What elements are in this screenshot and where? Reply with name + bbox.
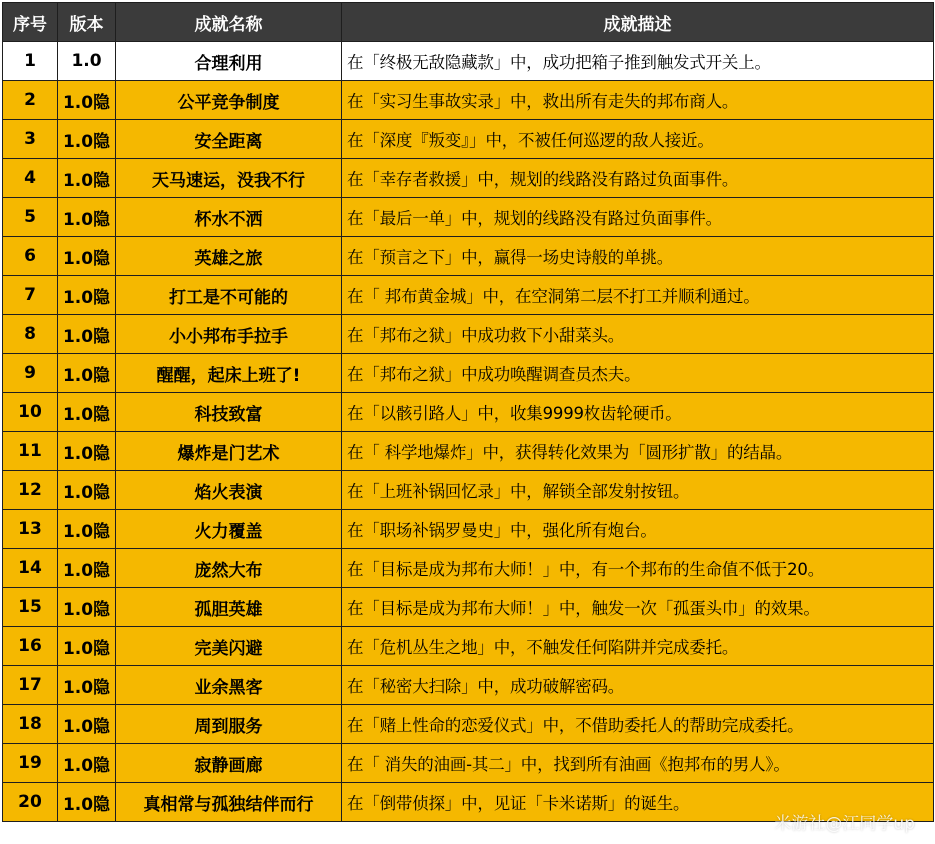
table-row xyxy=(3,510,934,549)
cell-version: 1.0隐 xyxy=(58,744,116,783)
cell-version: 1.0隐 xyxy=(58,588,116,627)
cell-achievement-name: 科技致富 xyxy=(116,393,342,432)
cell-number: 10 xyxy=(3,393,58,432)
cell-achievement-description: 在「目标是成为邦布大师！」中，有一个邦布的生命值不低于20。 xyxy=(342,549,934,588)
cell-achievement-name: 醒醒，起床上班了! xyxy=(116,354,342,393)
cell-version: 1.0 xyxy=(58,42,116,81)
header-row xyxy=(3,3,934,42)
cell-version: 1.0隐 xyxy=(58,198,116,237)
cell-achievement-description: 在「以骸引路人」中，收集9999枚齿轮硬币。 xyxy=(342,393,934,432)
header-achievement-description: 成就描述 xyxy=(342,3,934,42)
cell-achievement-description: 在「预言之下」中，赢得一场史诗般的单挑。 xyxy=(342,237,934,276)
cell-number: 15 xyxy=(3,588,58,627)
cell-number: 4 xyxy=(3,159,58,198)
cell-achievement-description: 在「深度『叛变』」中，不被任何巡逻的敌人接近。 xyxy=(342,120,934,159)
table-row xyxy=(3,627,934,666)
cell-version: 1.0隐 xyxy=(58,81,116,120)
cell-achievement-description: 在「赌上性命的恋爱仪式」中，不借助委托人的帮助完成委托。 xyxy=(342,705,934,744)
cell-achievement-description: 在「邦布之狱」中成功唤醒调查员杰夫。 xyxy=(342,354,934,393)
cell-achievement-name: 火力覆盖 xyxy=(116,510,342,549)
table-row xyxy=(3,159,934,198)
table-row xyxy=(3,393,934,432)
header-achievement-name: 成就名称 xyxy=(116,3,342,42)
cell-number: 9 xyxy=(3,354,58,393)
cell-version: 1.0隐 xyxy=(58,159,116,198)
cell-version: 1.0隐 xyxy=(58,666,116,705)
cell-achievement-name: 合理利用 xyxy=(116,42,342,81)
cell-achievement-name: 天马速运，没我不行 xyxy=(116,159,342,198)
cell-achievement-description: 在「职场补锅罗曼史」中，强化所有炮台。 xyxy=(342,510,934,549)
cell-achievement-name: 焰火表演 xyxy=(116,471,342,510)
cell-version: 1.0隐 xyxy=(58,783,116,822)
cell-number: 14 xyxy=(3,549,58,588)
cell-achievement-name: 爆炸是门艺术 xyxy=(116,432,342,471)
table-row xyxy=(3,744,934,783)
cell-number: 1 xyxy=(3,42,58,81)
cell-achievement-name: 公平竞争制度 xyxy=(116,81,342,120)
table-row xyxy=(3,705,934,744)
cell-version: 1.0隐 xyxy=(58,432,116,471)
cell-version: 1.0隐 xyxy=(58,510,116,549)
cell-number: 17 xyxy=(3,666,58,705)
cell-version: 1.0隐 xyxy=(58,627,116,666)
cell-achievement-description: 在「最后一单」中，规划的线路没有路过负面事件。 xyxy=(342,198,934,237)
cell-achievement-description: 在「 消失的油画-其二」中，找到所有油画《抱邦布的男人》。 xyxy=(342,744,934,783)
cell-achievement-description: 在「目标是成为邦布大师！」中，触发一次「孤蛋头巾」的效果。 xyxy=(342,588,934,627)
table-row xyxy=(3,276,934,315)
cell-version: 1.0隐 xyxy=(58,120,116,159)
cell-version: 1.0隐 xyxy=(58,354,116,393)
cell-number: 5 xyxy=(3,198,58,237)
cell-achievement-name: 杯水不洒 xyxy=(116,198,342,237)
achievement-table xyxy=(2,2,934,822)
table-row xyxy=(3,42,934,81)
cell-version: 1.0隐 xyxy=(58,705,116,744)
cell-achievement-name: 业余黑客 xyxy=(116,666,342,705)
header-number: 序号 xyxy=(3,3,58,42)
cell-number: 18 xyxy=(3,705,58,744)
table-row xyxy=(3,120,934,159)
cell-achievement-name: 小小邦布手拉手 xyxy=(116,315,342,354)
table-row xyxy=(3,432,934,471)
cell-number: 2 xyxy=(3,81,58,120)
cell-achievement-name: 孤胆英雄 xyxy=(116,588,342,627)
cell-achievement-description: 在「终极无敌隐藏款」中，成功把箱子推到触发式开关上。 xyxy=(342,42,934,81)
cell-achievement-name: 完美闪避 xyxy=(116,627,342,666)
table-row xyxy=(3,81,934,120)
cell-version: 1.0隐 xyxy=(58,237,116,276)
table-row xyxy=(3,354,934,393)
cell-number: 7 xyxy=(3,276,58,315)
table-row xyxy=(3,666,934,705)
cell-achievement-name: 打工是不可能的 xyxy=(116,276,342,315)
cell-achievement-description: 在「 邦布黄金城」中，在空洞第二层不打工并顺利通过。 xyxy=(342,276,934,315)
cell-achievement-name: 英雄之旅 xyxy=(116,237,342,276)
cell-version: 1.0隐 xyxy=(58,393,116,432)
cell-version: 1.0隐 xyxy=(58,276,116,315)
table-row xyxy=(3,198,934,237)
cell-number: 3 xyxy=(3,120,58,159)
cell-version: 1.0隐 xyxy=(58,315,116,354)
cell-number: 16 xyxy=(3,627,58,666)
cell-number: 20 xyxy=(3,783,58,822)
cell-achievement-name: 安全距离 xyxy=(116,120,342,159)
cell-number: 13 xyxy=(3,510,58,549)
cell-number: 8 xyxy=(3,315,58,354)
cell-achievement-name: 周到服务 xyxy=(116,705,342,744)
header-version: 版本 xyxy=(58,3,116,42)
cell-achievement-description: 在「实习生事故实录」中，救出所有走失的邦布商人。 xyxy=(342,81,934,120)
cell-achievement-name: 真相常与孤独结伴而行 xyxy=(116,783,342,822)
table-row xyxy=(3,315,934,354)
cell-achievement-description: 在「危机丛生之地」中，不触发任何陷阱并完成委托。 xyxy=(342,627,934,666)
cell-number: 6 xyxy=(3,237,58,276)
cell-achievement-name: 庞然大布 xyxy=(116,549,342,588)
cell-achievement-description: 在「上班补锅回忆录」中，解锁全部发射按钮。 xyxy=(342,471,934,510)
cell-achievement-description: 在「倒带侦探」中，见证「卡米诺斯」的诞生。 xyxy=(342,783,934,822)
cell-number: 11 xyxy=(3,432,58,471)
cell-achievement-name: 寂静画廊 xyxy=(116,744,342,783)
table-row xyxy=(3,237,934,276)
table-row xyxy=(3,588,934,627)
cell-achievement-description: 在「幸存者救援」中，规划的线路没有路过负面事件。 xyxy=(342,159,934,198)
table-row xyxy=(3,549,934,588)
cell-number: 19 xyxy=(3,744,58,783)
cell-version: 1.0隐 xyxy=(58,549,116,588)
cell-achievement-description: 在「 科学地爆炸」中，获得转化效果为「圆形扩散」的结晶。 xyxy=(342,432,934,471)
cell-number: 12 xyxy=(3,471,58,510)
watermark: 米游社@江同学up xyxy=(774,814,915,834)
cell-achievement-description: 在「邦布之狱」中成功救下小甜菜头。 xyxy=(342,315,934,354)
table-row xyxy=(3,471,934,510)
cell-version: 1.0隐 xyxy=(58,471,116,510)
cell-achievement-description: 在「秘密大扫除」中，成功破解密码。 xyxy=(342,666,934,705)
